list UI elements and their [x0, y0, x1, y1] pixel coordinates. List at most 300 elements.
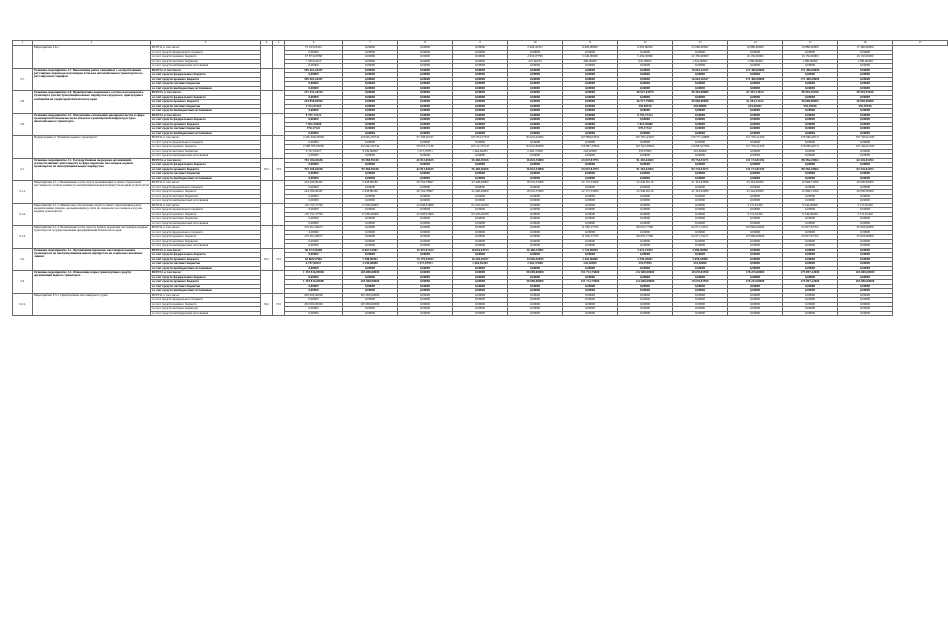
funding-source: за счет средств внебюджетных источников: [151, 221, 261, 226]
amount-cell: 0,00000: [618, 82, 673, 87]
amount-cell: 792 106,02656: [285, 158, 343, 163]
funding-source: за счет средств внебюджетных источников: [151, 289, 261, 294]
amount-cell: 99 458,59240: [343, 158, 398, 163]
amount-cell: 0,00000: [563, 230, 618, 235]
code-column-5: [273, 91, 285, 114]
amount-cell: 333,97905: [618, 149, 673, 154]
amount-cell: 0,00000: [343, 100, 398, 105]
amount-cell: 0,00000: [398, 244, 453, 249]
amount-cell: 360,00000: [563, 59, 618, 64]
amount-cell: 0,00000: [453, 239, 508, 244]
funding-source: ВСЕГО, в том числе:: [151, 158, 261, 163]
amount-cell: 58 000,00000: [508, 280, 563, 285]
amount-cell: 0,00000: [453, 307, 508, 312]
amount-cell: 0,00000: [728, 163, 783, 168]
amount-cell: 0,00000: [563, 217, 618, 222]
amount-cell: 0,00000: [728, 230, 783, 235]
code-column-4: [261, 113, 273, 136]
amount-cell: 150 967,33840: [563, 145, 618, 150]
amount-cell: 0,00000: [398, 82, 453, 87]
amount-cell: 0,00000: [563, 95, 618, 100]
amount-cell: 0,00000: [618, 68, 673, 73]
amount-cell: 88 356,29964: [783, 158, 838, 163]
amount-cell: 0,00000: [673, 208, 728, 213]
amount-cell: 0,00000: [453, 289, 508, 294]
amount-cell: 0,00000: [838, 140, 893, 145]
amount-cell: 0,00000: [343, 230, 398, 235]
row-number: 3.1.2.: [13, 203, 33, 226]
amount-cell: 0,00000: [508, 311, 563, 316]
amount-cell: 0,00000: [783, 253, 838, 258]
amount-cell: 0,00000: [673, 275, 728, 280]
amount-cell: 367 955,43307: [618, 136, 673, 141]
amount-cell: 0,00000: [838, 73, 893, 78]
amount-cell: 265 000,00000: [343, 302, 398, 307]
amount-cell: 0,00000: [453, 185, 508, 190]
amount-cell: 0,00000: [508, 244, 563, 249]
amount-cell: 0,00000: [343, 284, 398, 289]
amount-cell: 0,00000: [673, 64, 728, 69]
amount-cell: 9 546,00000: [783, 212, 838, 217]
amount-cell: 265 000,00000: [838, 271, 893, 276]
amount-cell: 0,00000: [508, 109, 563, 114]
amount-cell: 1 310,00847: [673, 59, 728, 64]
amount-cell: 0,00000: [618, 185, 673, 190]
amount-cell: 0,00000: [728, 64, 783, 69]
amount-cell: 0,00000: [285, 172, 343, 177]
amount-cell: 16 150,00000: [838, 55, 893, 60]
amount-cell: 0,00000: [618, 311, 673, 316]
amount-cell: 107 898,63052: [563, 136, 618, 141]
funding-source: ВСЕГО, в том числе:: [151, 248, 261, 253]
amount-cell: 0,00000: [783, 284, 838, 289]
amount-cell: 0,00000: [285, 266, 343, 271]
amount-cell: 21 343,92998: [673, 181, 728, 186]
amount-cell: 0,00000: [343, 64, 398, 69]
funding-source: за счет средств краевого бюджета: [151, 257, 261, 262]
amount-cell: 0,00000: [398, 86, 453, 91]
amount-cell: 3 172,81200: [838, 212, 893, 217]
amount-cell: 0,00000: [618, 176, 673, 181]
amount-cell: 0,00000: [343, 82, 398, 87]
amount-cell: 0,00000: [673, 109, 728, 114]
amount-cell: 0,00000: [783, 127, 838, 132]
code-column-4: [261, 226, 273, 249]
amount-cell: 0,00000: [783, 131, 838, 136]
amount-cell: 0,00000: [343, 122, 398, 127]
amount-cell: 6 747,00437: [285, 262, 343, 267]
amount-cell: 0,00000: [783, 266, 838, 271]
amount-cell: 0,00000: [838, 68, 893, 73]
amount-cell: 0,00000: [563, 212, 618, 217]
code-column-5: [273, 136, 285, 159]
amount-cell: 0,00000: [343, 86, 398, 91]
amount-cell: 0,00000: [838, 239, 893, 244]
amount-cell: 0,00000: [728, 208, 783, 213]
amount-cell: 1 317,07871: [398, 262, 453, 267]
amount-cell: 0,00000: [398, 118, 453, 123]
row-number: 2.8.: [13, 91, 33, 114]
amount-cell: 0,00000: [453, 284, 508, 289]
amount-cell: 16 460,32082: [508, 248, 563, 253]
amount-cell: 0,00000: [563, 275, 618, 280]
row-number: 2.9.: [13, 113, 33, 136]
funding-source: за счет средств местных бюджетов: [151, 217, 261, 222]
funding-source: за счет средств внебюджетных источников: [151, 244, 261, 249]
amount-cell: 0,00000: [398, 68, 453, 73]
amount-cell: 0,00000: [728, 311, 783, 316]
amount-cell: 0,00000: [728, 140, 783, 145]
amount-cell: 0,00000: [285, 311, 343, 316]
amount-cell: 0,00000: [285, 50, 343, 55]
amount-cell: 0,00000: [453, 73, 508, 78]
amount-cell: 0,00000: [728, 95, 783, 100]
amount-cell: 265 000,00000: [343, 293, 398, 298]
amount-cell: 0,00000: [838, 163, 893, 168]
amount-cell: 0,00000: [673, 266, 728, 271]
amount-cell: 22 946,65116: [618, 190, 673, 195]
amount-cell: 0,00000: [728, 244, 783, 249]
amount-cell: 0,00000: [343, 298, 398, 303]
funding-source: за счет средств внебюджетных источников: [151, 131, 261, 136]
amount-cell: 0,00000: [728, 154, 783, 159]
amount-cell: 0,00000: [783, 149, 838, 154]
amount-cell: 0,00000: [285, 131, 343, 136]
amount-cell: 0,00000: [453, 266, 508, 271]
amount-cell: 0,00000: [285, 194, 343, 199]
amount-cell: 0,00000: [453, 244, 508, 249]
amount-cell: 0,00000: [508, 239, 563, 244]
amount-cell: 0,00000: [563, 122, 618, 127]
amount-cell: 22 946,65116: [618, 181, 673, 186]
amount-cell: 17 000,00000: [343, 203, 398, 208]
code-column-5: [273, 226, 285, 249]
amount-cell: 0,00000: [453, 50, 508, 55]
amount-cell: 103 846,00000: [728, 235, 783, 240]
amount-cell: 0,00000: [343, 253, 398, 258]
amount-cell: 21 343,92998: [673, 190, 728, 195]
amount-cell: 3 672,15952: [618, 248, 673, 253]
amount-cell: 0,00000: [398, 55, 453, 60]
amount-cell: 0,00000: [398, 77, 453, 82]
amount-cell: 0,00000: [453, 194, 508, 199]
amount-cell: 3 172,81200: [728, 212, 783, 217]
amount-cell: 0,00000: [618, 194, 673, 199]
amount-cell: 0,00000: [508, 226, 563, 231]
amount-cell: 2 572,55163: [285, 104, 343, 109]
amount-cell: 7 308,06962: [343, 257, 398, 262]
amount-cell: 0,00000: [838, 172, 893, 177]
amount-cell: 0,00000: [343, 46, 398, 51]
amount-cell: 0,00000: [728, 113, 783, 118]
amount-cell: 0,00000: [673, 185, 728, 190]
amount-cell: 49 860,00000: [673, 100, 728, 105]
code-column-4: [261, 181, 273, 204]
amount-cell: 1 580,00000: [838, 59, 893, 64]
amount-cell: 35 093,00000: [838, 235, 893, 240]
funding-source: за счет средств местных бюджетов: [151, 239, 261, 244]
amount-cell: 63 827,87354: [783, 235, 838, 240]
amount-cell: 0,00000: [285, 298, 343, 303]
amount-cell: 0,00000: [453, 199, 508, 204]
amount-cell: 0,00000: [618, 284, 673, 289]
funding-source: за счет средств федерального бюджета: [151, 95, 261, 100]
amount-cell: 0,00000: [453, 217, 508, 222]
amount-cell: 0,00000: [508, 50, 563, 55]
amount-cell: 0,00000: [508, 212, 563, 217]
amount-cell: 0,00000: [618, 266, 673, 271]
amount-cell: 8 791,72322: [618, 113, 673, 118]
amount-cell: 0,00000: [285, 239, 343, 244]
funding-source: за счет средств краевого бюджета: [151, 145, 261, 150]
row-number: 3.1.: [13, 158, 33, 181]
amount-cell: 275 097,22000: [783, 271, 838, 276]
amount-cell: 2 458,80186: [343, 190, 398, 195]
amount-cell: 0,00000: [783, 248, 838, 253]
amount-cell: 0,00000: [838, 194, 893, 199]
amount-cell: 0,00000: [618, 163, 673, 168]
column-number: 15: [783, 41, 838, 46]
funding-source: за счет средств федерального бюджета: [151, 253, 261, 258]
amount-cell: 0,00000: [563, 140, 618, 145]
amount-cell: 12 968,31956: [783, 190, 838, 195]
amount-cell: 0,00000: [728, 118, 783, 123]
amount-cell: 0,00000: [343, 311, 398, 316]
table-body: [13, 41, 948, 316]
amount-cell: 0,00000: [508, 122, 563, 127]
amount-cell: 0,00000: [838, 50, 893, 55]
amount-cell: 91 302,63465: [618, 167, 673, 172]
amount-cell: 243,20969: [563, 149, 618, 154]
amount-cell: 0,00000: [398, 64, 453, 69]
amount-cell: 0,00000: [673, 199, 728, 204]
amount-cell: 0,00000: [838, 176, 893, 181]
amount-cell: 0,00000: [673, 289, 728, 294]
amount-cell: 0,00000: [508, 131, 563, 136]
amount-cell: 0,00000: [343, 194, 398, 199]
amount-cell: 259 661,06742: [343, 136, 398, 141]
amount-cell: 0,00000: [453, 221, 508, 226]
amount-cell: 0,00000: [453, 253, 508, 258]
amount-cell: 0,00000: [838, 302, 893, 307]
amount-cell: 0,00000: [563, 289, 618, 294]
amount-cell: 0,00000: [343, 91, 398, 96]
amount-cell: 0,00000: [838, 311, 893, 316]
amount-cell: 0,00000: [838, 307, 893, 312]
amount-cell: 18 032,55000: [508, 181, 563, 186]
amount-cell: 7 821,55000: [618, 122, 673, 127]
amount-cell: 0,00000: [783, 122, 838, 127]
amount-cell: 18 032,55000: [508, 190, 563, 195]
code-column-4: 815: [261, 248, 273, 271]
amount-cell: 46 577,79000: [618, 100, 673, 105]
amount-cell: 0,00000: [453, 311, 508, 316]
amount-cell: 0,00000: [453, 64, 508, 69]
amount-cell: 0,00000: [728, 302, 783, 307]
amount-cell: 0,00000: [783, 172, 838, 177]
amount-cell: 103 846,00000: [728, 226, 783, 231]
amount-cell: 333,97905: [618, 262, 673, 267]
amount-cell: 0,00000: [618, 109, 673, 114]
amount-cell: 0,00000: [673, 311, 728, 316]
amount-cell: 0,00000: [838, 244, 893, 249]
amount-cell: 254 858,89092: [285, 100, 343, 105]
amount-cell: 0,00000: [508, 127, 563, 132]
funding-source: за счет средств местных бюджетов: [151, 59, 261, 64]
amount-cell: 0,00000: [728, 248, 783, 253]
amount-cell: 0,00000: [398, 217, 453, 222]
amount-cell: 0,00000: [618, 77, 673, 82]
amount-cell: 0,00000: [343, 208, 398, 213]
amount-cell: 0,00000: [563, 311, 618, 316]
amount-cell: 0,00000: [453, 127, 508, 132]
amount-cell: 151 712,75000: [563, 271, 618, 276]
amount-cell: 0,00000: [508, 64, 563, 69]
funding-source: за счет средств федерального бюджета: [151, 208, 261, 213]
amount-cell: 0,00000: [453, 280, 508, 285]
amount-cell: 16 663,26447: [673, 68, 728, 73]
amount-cell: 224 599,00467: [285, 181, 343, 186]
code-column-5: [273, 181, 285, 204]
funding-source: за счет средств федерального бюджета: [151, 140, 261, 145]
row-title: Основное мероприятие 3.2. Организация перевозок пассажиров водным транспортом по внутримуниципальным маршрутам на социально значимых линиях: [33, 248, 151, 271]
amount-cell: 0,00000: [285, 275, 343, 280]
amount-cell: 317 376,41200: [728, 136, 783, 141]
amount-cell: 0,00000: [398, 140, 453, 145]
amount-cell: 6 095,60956: [618, 46, 673, 51]
amount-cell: 0,00000: [728, 239, 783, 244]
amount-cell: 0,00000: [618, 154, 673, 159]
amount-cell: 6 000,00000: [563, 46, 618, 51]
amount-cell: 0,00000: [343, 163, 398, 168]
amount-cell: 11 665,37793: [563, 235, 618, 240]
funding-source: за счет средств внебюджетных источников: [151, 311, 261, 316]
table-row: [13, 311, 948, 316]
amount-cell: 0,00000: [343, 221, 398, 226]
amount-cell: 3 239,00000: [343, 149, 398, 154]
amount-cell: 0,00000: [343, 239, 398, 244]
code-column-4: [261, 271, 273, 294]
amount-cell: 0,00000: [398, 253, 453, 258]
amount-cell: 0,00000: [453, 298, 508, 303]
amount-cell: 317 376,41200: [728, 145, 783, 150]
amount-cell: 0,00000: [838, 248, 893, 253]
amount-cell: 75 433,06191: [285, 46, 343, 51]
amount-cell: 17 460,00000: [838, 46, 893, 51]
amount-cell: 62 868,57902: [285, 257, 343, 262]
amount-cell: 970,17322: [285, 127, 343, 132]
code-column-4: [261, 46, 273, 69]
amount-cell: 227,06433: [508, 59, 563, 64]
amount-cell: 271 400,00000: [728, 77, 783, 82]
amount-cell: 0,00000: [783, 289, 838, 294]
funding-source: ВСЕГО, в том числе:: [151, 113, 261, 118]
amount-cell: 0,00000: [783, 217, 838, 222]
amount-cell: 0,00000: [563, 194, 618, 199]
amount-cell: 0,00000: [453, 275, 508, 280]
amount-cell: 0,00000: [508, 307, 563, 312]
amount-cell: 0,00000: [618, 253, 673, 258]
amount-cell: 14 696,95035: [508, 257, 563, 262]
amount-cell: 0,00000: [838, 122, 893, 127]
row-number: 2.7.: [13, 68, 33, 91]
amount-cell: 271 400,00000: [783, 68, 838, 73]
amount-cell: 0,00000: [618, 244, 673, 249]
amount-cell: 0,00000: [453, 140, 508, 145]
amount-cell: 0,00000: [398, 199, 453, 204]
funding-source: за счет средств местных бюджетов: [151, 172, 261, 177]
amount-cell: 504,08080: [673, 104, 728, 109]
amount-cell: 0,00000: [343, 68, 398, 73]
amount-cell: 0,00000: [563, 172, 618, 177]
amount-cell: 279 361,06675: [285, 235, 343, 240]
amount-cell: 0,00000: [783, 82, 838, 87]
amount-cell: 0,00000: [398, 73, 453, 78]
column-number: 7: [343, 41, 398, 46]
amount-cell: 0,00000: [673, 239, 728, 244]
amount-cell: 0,00000: [285, 307, 343, 312]
amount-cell: 271 400,00000: [728, 68, 783, 73]
amount-cell: 0,00000: [783, 257, 838, 262]
column-number: 10: [508, 41, 563, 46]
amount-cell: 0,00000: [563, 154, 618, 159]
amount-cell: 0,00000: [563, 239, 618, 244]
amount-cell: 0,00000: [618, 239, 673, 244]
amount-cell: 265 000,00000: [343, 280, 398, 285]
amount-cell: 0,00000: [453, 154, 508, 159]
amount-cell: 0,00000: [838, 253, 893, 258]
amount-cell: 0,00000: [838, 149, 893, 154]
amount-cell: 16 528,20947: [453, 257, 508, 262]
amount-cell: 0,00000: [453, 293, 508, 298]
amount-cell: 0,00000: [618, 86, 673, 91]
amount-cell: 46 927,64970: [618, 91, 673, 96]
amount-cell: 29 000,00000: [838, 181, 893, 186]
column-number: 11: [563, 41, 618, 46]
amount-cell: 0,00000: [508, 118, 563, 123]
amount-cell: 0,00000: [618, 208, 673, 213]
amount-cell: 1 580,00000: [728, 59, 783, 64]
amount-cell: 0,00000: [453, 113, 508, 118]
amount-cell: 22 448,48000: [453, 190, 508, 195]
amount-cell: 0,00000: [563, 253, 618, 258]
amount-cell: 0,00000: [618, 230, 673, 235]
amount-cell: 16 663,26447: [673, 77, 728, 82]
amount-cell: 0,00000: [728, 176, 783, 181]
amount-cell: 0,00000: [398, 46, 453, 51]
amount-cell: 2 295 496,65902: [285, 136, 343, 141]
amount-cell: 0,00000: [343, 118, 398, 123]
amount-cell: 0,00000: [728, 266, 783, 271]
amount-cell: 52 175,55000: [563, 190, 618, 195]
amount-cell: 0,00000: [398, 113, 453, 118]
amount-cell: 0,00000: [783, 307, 838, 312]
amount-cell: 0,00000: [398, 104, 453, 109]
funding-source: за счет средств федерального бюджета: [151, 275, 261, 280]
amount-cell: 2 288 785,95085: [285, 145, 343, 150]
amount-cell: 0,00000: [398, 289, 453, 294]
amount-cell: 0,00000: [398, 50, 453, 55]
amount-cell: 1 464,82205: [453, 149, 508, 154]
amount-cell: 0,00000: [783, 185, 838, 190]
funding-source: за счет средств федерального бюджета: [151, 230, 261, 235]
funding-source: за счет средств местных бюджетов: [151, 127, 261, 132]
amount-cell: 61 681,31412: [728, 100, 783, 105]
amount-cell: 0,00000: [398, 275, 453, 280]
amount-cell: 12 968,31956: [783, 181, 838, 186]
amount-cell: 0,00000: [563, 221, 618, 226]
row-number: 3.1.3.: [13, 226, 33, 249]
